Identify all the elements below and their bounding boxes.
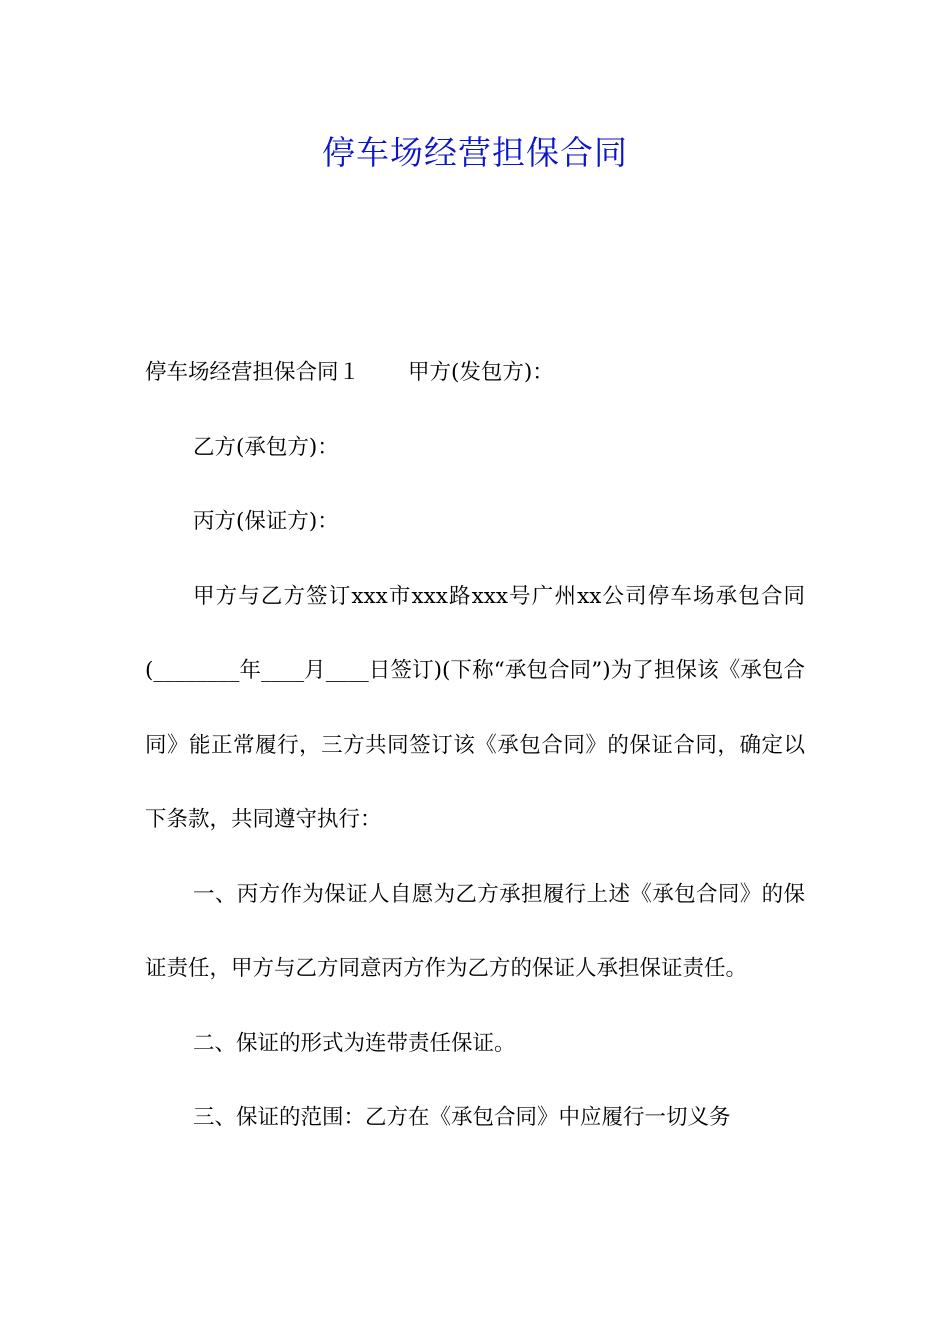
party-b-label: 乙方(承包方)：	[193, 434, 339, 460]
paragraph-agreement: 甲方与乙方签订xxx市xxx路xxx号广州xx公司停车场承包合同(________年____月____日签订)(下称“承包合同”)为了担保该《承包合同》能正常履行，三方共同签订该《承包合同》的保证合同，确定以下条款，共同遵守执行：	[145, 583, 805, 832]
clause-2: 二、保证的形式为连带责任保证。	[193, 1030, 516, 1056]
party-c-label: 丙方(保证方)：	[193, 509, 339, 534]
clause-1: 一、丙方作为保证人自愿为乙方承担履行上述《承包合同》的保证责任，甲方与乙方同意丙方作为乙方的保证人承担保证责任。	[145, 881, 805, 981]
document-title: 停车场经营担保合同	[322, 133, 628, 172]
party-a-label: 甲方(发包方)：	[408, 360, 554, 385]
document-body	[145, 336, 805, 1156]
clause-3: 三、保证的范围：乙方在《承包合同》中应履行一切义务	[193, 1105, 731, 1130]
intro-line	[145, 336, 805, 411]
intro-heading: 停车场经营担保合同１	[145, 360, 361, 385]
